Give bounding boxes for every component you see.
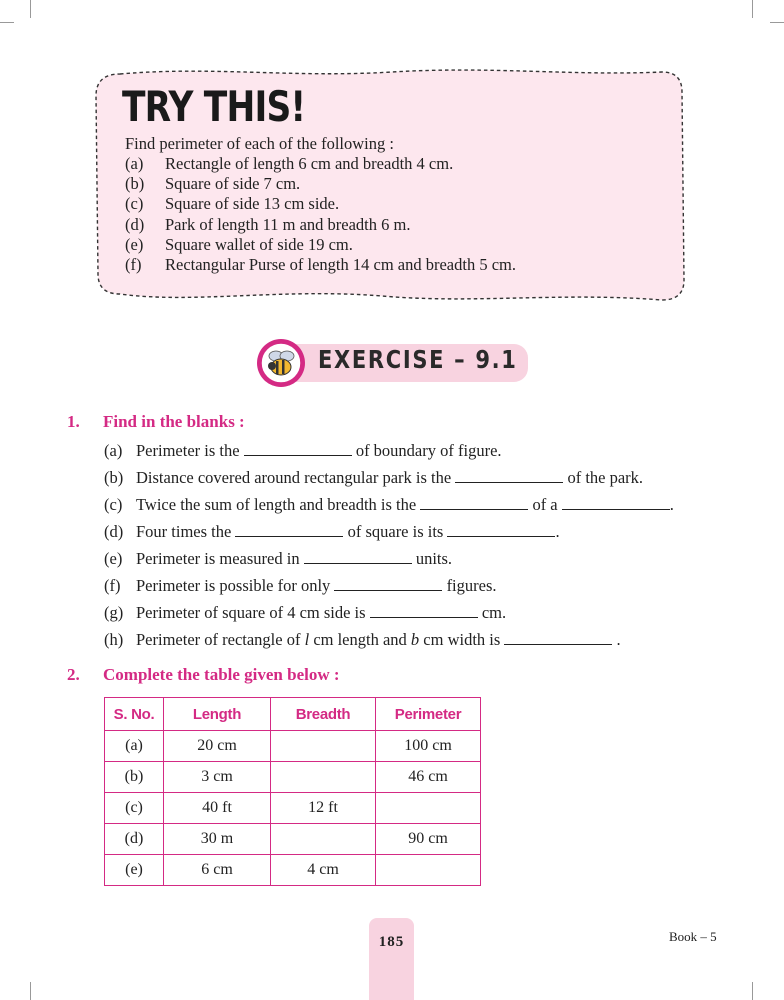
book-label: Book – 5	[669, 929, 717, 944]
crop-mark	[752, 0, 753, 18]
table-cell: 46 cm	[376, 762, 481, 793]
table-cell: 12 ft	[271, 793, 376, 824]
col-header-length: Length	[164, 698, 271, 731]
try-this-list	[125, 154, 516, 275]
table-cell: 4 cm	[271, 855, 376, 886]
question-number: 2.	[67, 665, 80, 684]
item-text: cm length and	[313, 630, 407, 649]
table-cell	[271, 824, 376, 855]
item-label: (f)	[125, 254, 142, 274]
item-text: figures.	[446, 576, 497, 595]
variable-l: l	[304, 630, 310, 649]
table-cell: 6 cm	[164, 855, 271, 886]
table-cell: (b)	[105, 762, 164, 793]
try-this-item	[125, 255, 516, 275]
item-text: Square of side 13 cm side.	[165, 194, 340, 214]
table-cell	[376, 793, 481, 824]
blank-item	[104, 629, 674, 656]
blank-item	[104, 440, 674, 467]
item-text: of square is its	[347, 522, 444, 541]
try-this-intro: Find perimeter of each of the following :	[125, 134, 394, 153]
bee-icon	[256, 338, 306, 388]
item-label: (d)	[125, 214, 145, 234]
item-label: (e)	[104, 549, 123, 568]
item-text: .	[669, 495, 674, 514]
question-number: 1.	[67, 412, 80, 431]
col-header-sno: S. No.	[105, 698, 164, 731]
blank-line	[244, 441, 352, 456]
item-label: (a)	[125, 154, 144, 173]
blank-line	[420, 495, 528, 510]
crop-mark	[30, 0, 31, 18]
item-text: .	[555, 522, 560, 541]
try-this-item	[125, 215, 516, 235]
item-label: (h)	[104, 630, 124, 649]
page-number: 185	[378, 934, 405, 950]
blank-item	[104, 494, 674, 521]
crop-mark	[30, 982, 31, 1000]
table-row	[105, 824, 481, 855]
item-text: .	[616, 630, 621, 649]
crop-mark	[770, 22, 784, 23]
table-row	[105, 793, 481, 824]
item-text: Square of side 7 cm.	[165, 174, 301, 194]
table-cell: 30 m	[164, 824, 271, 855]
table-cell	[376, 855, 481, 886]
item-label: (d)	[104, 522, 124, 541]
item-text: Perimeter is the	[136, 441, 240, 460]
blank-line	[304, 549, 412, 564]
try-this-title: TRY THIS!	[122, 82, 306, 131]
item-text: of the park.	[567, 468, 644, 487]
table-cell	[271, 731, 376, 762]
try-this-item	[125, 154, 516, 174]
item-label: (g)	[104, 603, 124, 622]
item-text: Rectangle of length 6 cm and breadth 4 cm.	[165, 154, 454, 173]
item-text: Perimeter of rectangle of	[136, 630, 301, 649]
blank-item	[104, 467, 674, 494]
blank-line	[455, 468, 563, 483]
question-text: Find in the blanks :	[103, 412, 245, 431]
item-label: (b)	[104, 468, 124, 487]
table-cell: 3 cm	[164, 762, 271, 793]
question-1-heading	[67, 412, 245, 432]
col-header-perimeter: Perimeter	[376, 698, 481, 731]
table-row	[105, 855, 481, 886]
blank-item	[104, 521, 674, 548]
table-row	[105, 731, 481, 762]
item-text: cm.	[481, 603, 507, 622]
blank-line	[370, 603, 478, 618]
page-number-tab	[369, 918, 414, 1000]
exercise-title: EXERCISE – 9.1	[318, 345, 518, 374]
blank-item	[104, 548, 674, 575]
item-text: Perimeter of square of 4 cm side is	[136, 603, 366, 622]
crop-mark	[0, 22, 14, 23]
blank-line	[235, 522, 343, 537]
col-header-breadth: Breadth	[271, 698, 376, 731]
item-text: of a	[532, 495, 558, 514]
variable-b: b	[410, 630, 420, 649]
table-cell: 100 cm	[376, 731, 481, 762]
item-label: (c)	[125, 194, 144, 214]
item-text: units.	[415, 549, 453, 568]
item-label: (b)	[125, 174, 145, 194]
table-cell: (a)	[105, 731, 164, 762]
exercise-banner	[256, 338, 530, 388]
blank-line	[504, 630, 612, 645]
item-text: Park of length 11 m and breadth 6 m.	[165, 214, 411, 234]
item-text: Square wallet of side 19 cm.	[165, 234, 353, 254]
item-text: Perimeter is measured in	[136, 549, 300, 568]
blank-item	[104, 602, 674, 629]
table-cell: 40 ft	[164, 793, 271, 824]
item-text: cm width is	[423, 630, 501, 649]
table-header-row	[105, 698, 481, 731]
fill-blanks-list	[104, 440, 674, 656]
blank-line	[447, 522, 555, 537]
perimeter-table	[104, 697, 481, 886]
table-cell: (e)	[105, 855, 164, 886]
item-text: Rectangular Purse of length 14 cm and breadth 5 cm.	[165, 254, 516, 274]
blank-item	[104, 575, 674, 602]
try-this-box	[92, 68, 688, 304]
item-text: Four times the	[136, 522, 232, 541]
try-this-item	[125, 174, 516, 194]
question-2-heading	[67, 665, 340, 685]
item-label: (a)	[104, 441, 123, 460]
blank-line	[334, 576, 442, 591]
item-label: (c)	[104, 495, 123, 514]
question-text: Complete the table given below :	[103, 665, 340, 684]
item-text: Twice the sum of length and breadth is the	[136, 495, 417, 514]
item-text: of boundary of figure.	[355, 441, 502, 460]
table-cell: 20 cm	[164, 731, 271, 762]
blank-line	[562, 495, 670, 510]
table-cell: (d)	[105, 824, 164, 855]
table-cell: 90 cm	[376, 824, 481, 855]
item-label: (f)	[104, 576, 121, 595]
try-this-item	[125, 235, 516, 255]
item-text: Perimeter is possible for only	[136, 576, 331, 595]
table-cell	[271, 762, 376, 793]
table-row	[105, 762, 481, 793]
item-label: (e)	[125, 234, 144, 254]
crop-mark	[752, 982, 753, 1000]
try-this-item	[125, 194, 516, 214]
table-cell: (c)	[105, 793, 164, 824]
item-text: Distance covered around rectangular park is the	[136, 468, 452, 487]
